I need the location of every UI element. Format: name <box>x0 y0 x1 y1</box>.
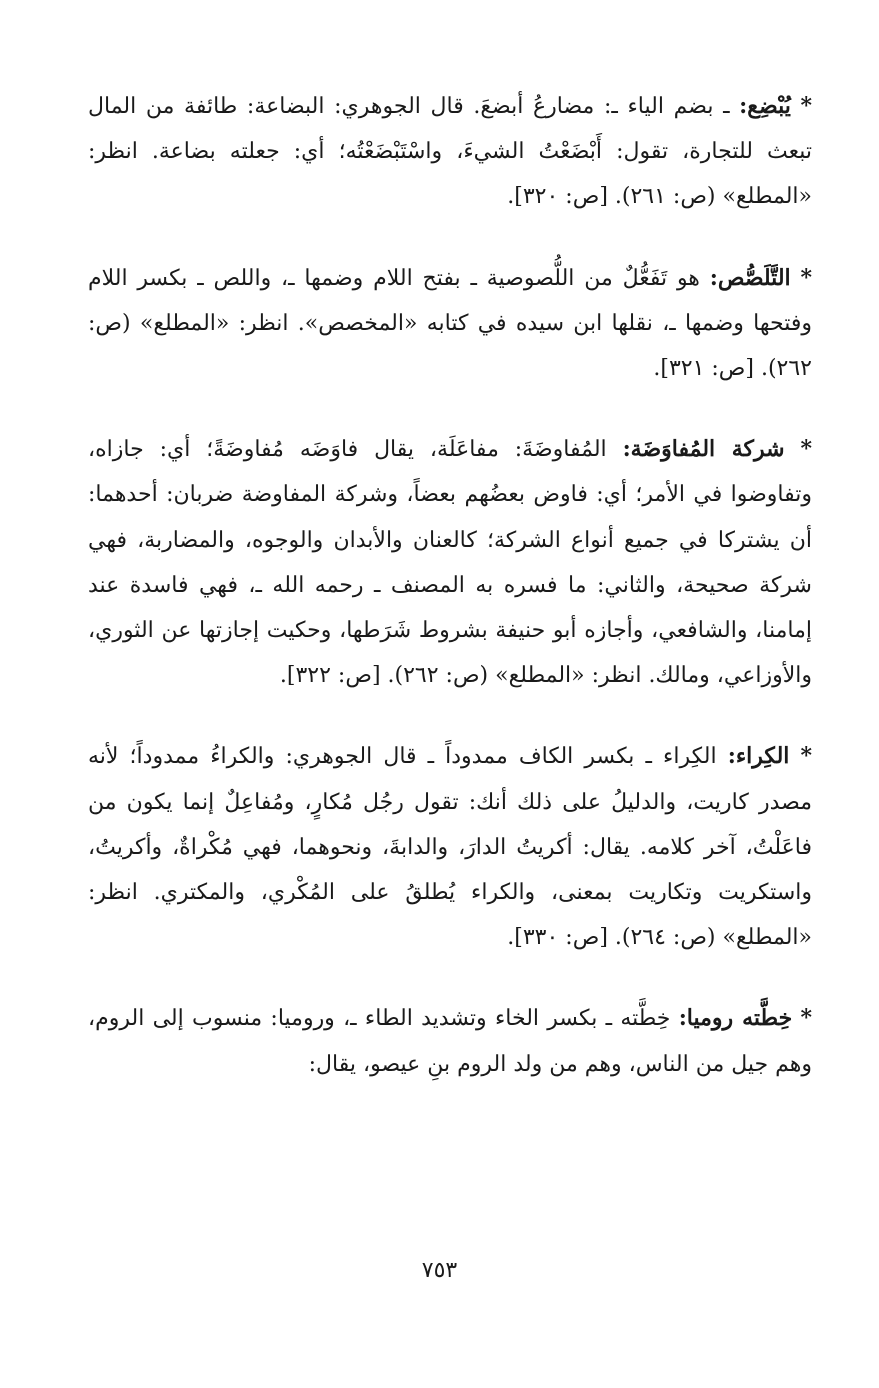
bullet-star: * <box>800 1005 812 1032</box>
entry-term: التَّلَصُّص: <box>709 264 791 291</box>
bullet-star: * <box>800 743 812 770</box>
entry-term: الكِراء: <box>727 743 790 770</box>
entry-talassus <box>88 256 812 392</box>
entry-body: الكِراء ـ بكسر الكاف ممدوداً ـ قال الجوهري: والكراءُ ممدوداً؛ لأنه مصدر كاريت، والدليلُ على ذلك أنك: تقول رجُل مُكارٍ، ومُفاعِلٌ إنما يكون من فاعَلْتُ، آخر كلامه. يقال: أكريتُ الدارَ، والدابةَ، ونحوهما، فهي مُكْراةٌ، وأكريتُ، واستكريت وتكاريت بمعنى، والكراء يُطلقُ على المُكْري، والمكتري. انظر: «المطلع» (ص: ٢٦٤). [ص: ٣٣٠]. <box>88 744 812 951</box>
page-text <box>88 84 812 1123</box>
page-number: ٧٥٣ <box>421 1258 458 1283</box>
entry-khittatuh-rumiya <box>88 996 812 1086</box>
bullet-star: * <box>800 93 812 119</box>
entry-body: ـ بضم الياء ـ: مضارعُ أبضعَ. قال الجوهري: البضاعة: طائفة من المال تبعث للتجارة، تقول: أَبْضَعْتُ الشيءَ، واسْتَبْضَعْتُه؛ أي: جعلته بضاعة. انظر: «المطلع» (ص: ٢٦١). [ص: ٣٢٠]. <box>88 94 812 210</box>
entry-paragraph <box>88 84 812 220</box>
entry-paragraph <box>88 427 812 698</box>
entry-term: يُبْضِع: <box>739 93 791 119</box>
entry-sharikat-almufawada <box>88 427 812 698</box>
bullet-star: * <box>800 436 813 463</box>
entry-body: المُفاوضَةَ: مفاعَلَة، يقال فاوَضَه مُفاوضَةً؛ أي: جازاه، وتفاوضوا في الأمر؛ أي: فاوض بعضُهم بعضاً، وشركة المفاوضة ضربان: أحدهما: أن يشتركا في جميع أنواع الشركة؛ كالعنان والأبدان والوجوه، والمضاربة، فهي شركة صحيحة، والثاني: ما فسره به المصنف ـ رحمه الله ـ، فهي فاسدة عند إمامنا، والشافعي، وأجازه أبو حنيفة بشروط شَرَطها، وحكيت إجازتها عن الثوري، والأوزاعي، ومالك. انظر: «المطلع» (ص: ٢٦٢). [ص: ٣٢٢]. <box>88 437 812 689</box>
entry-body: خِطَّته ـ بكسر الخاء وتشديد الطاء ـ، وروميا: منسوب إلى الروم، وهم جيل من الناس، وهم من ولد الروم بنِ عيصو، يقال: <box>88 1006 812 1077</box>
entry-alkira <box>88 734 812 960</box>
entry-paragraph <box>88 996 812 1086</box>
entry-term: خِطَّته روميا: <box>678 1005 793 1032</box>
bullet-star: * <box>800 264 812 291</box>
entry-body: هو تَفَعُّلٌ من اللُّصوصية ـ بفتح اللام وضمها ـ، واللص ـ بكسر اللام وفتحها وضمها ـ، نقلها ابن سيده في كتابه «المخصص». انظر: «المطلع» (ص: ٢٦٢). [ص: ٣٢١]. <box>88 265 812 382</box>
entry-paragraph <box>88 734 812 960</box>
entry-term: شركة المُفاوَضَة: <box>622 436 785 463</box>
entry-yubdi <box>88 84 812 220</box>
entry-paragraph <box>88 256 812 392</box>
